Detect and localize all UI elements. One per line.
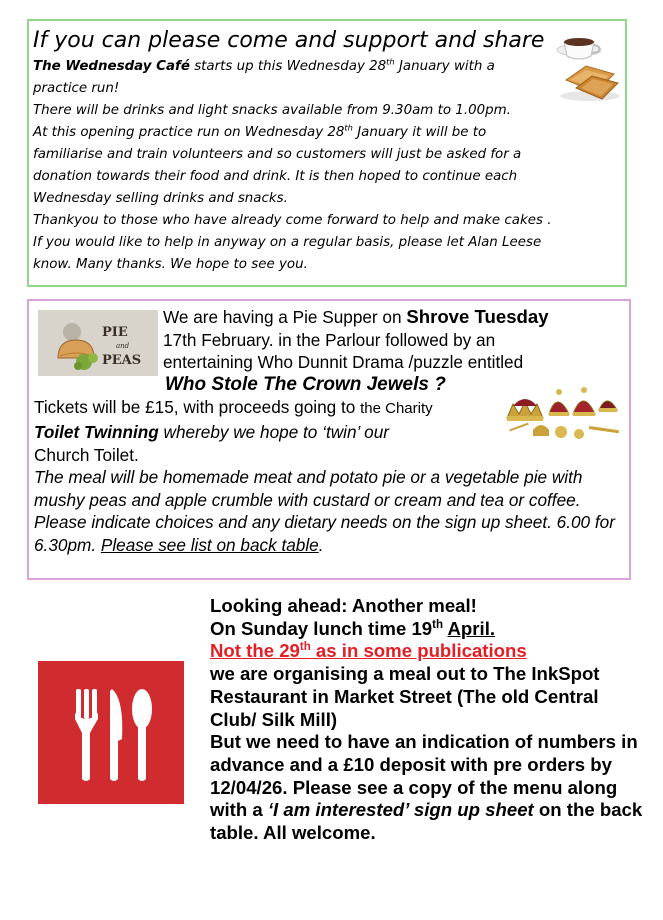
svg-text:and: and — [116, 342, 130, 350]
meal-out-notice — [210, 595, 650, 845]
cafe-thanks: Thankyou to those who have already come forward to help and make cakes . — [33, 213, 552, 228]
ticket-line-3: Church Toilet. — [34, 444, 139, 465]
pie-line-3: entertaining Who Dunnit Drama /puzzle entitled — [163, 352, 524, 373]
meal-venue: we are organising a meal out to The InkSpot Restaurant in Market Street (The old Central Club/ Silk Mill) — [210, 663, 600, 730]
pie-line-1: We are having a Pie Supper on Shrove Tuesday — [163, 306, 549, 327]
shrove-tuesday: Shrove Tuesday — [406, 306, 549, 327]
cafe-practice-run: At this opening practice run on Wednesday 28th January it will be to familiarise and train volunteers and so customers will just be asked for a donation towards their food and drink. It is then hoped to continue each Wednesday selling drinks and snacks. — [33, 122, 522, 206]
ticket-line-2: Toilet Twinning whereby we hope to ‘twin’ our — [34, 421, 390, 442]
pie-supper-notice — [34, 306, 624, 557]
cafe-name: The Wednesday Café — [33, 59, 190, 74]
cafe-notice — [33, 26, 553, 276]
cutlery-icon — [38, 661, 184, 804]
back-table-note: Please see list on back table — [100, 534, 319, 555]
meal-date: On Sunday lunch time 19th April. — [210, 617, 496, 639]
meal-description: The meal will be homemade meat and potato pie or a vegetable pie with mushy peas and apple crumble with custard or cream and tea or coffee. Please indicate choices and any dietary needs on the sign up sheet. 6.00 for 6.30pm. Please see list on back table. — [34, 467, 615, 555]
sign-up-sheet-note: ‘I am interested’ sign up sheet — [267, 799, 534, 821]
meal-line-1: Looking ahead: Another meal! — [210, 595, 477, 616]
meal-deposit: But we need to have an indication of numbers in advance and a £10 deposit with pre orders by 12/04/26. Please see a copy of the menu along with a ‘I am interested’ sign up sheet on the back table. All welcome. — [210, 731, 643, 844]
coffee-toast-icon — [552, 28, 622, 102]
drama-title: Who Stole The Crown Jewels ? — [165, 373, 446, 395]
ticket-line-1: Tickets will be £15, with proceeds going to the Charity — [34, 397, 433, 418]
date-correction: Not the 29th as in some publications — [210, 640, 527, 662]
cafe-heading: If you can please come and support and share — [33, 28, 545, 53]
svg-text:PIE: PIE — [102, 325, 128, 340]
pie-line-2: 17th February. in the Parlour followed by an — [163, 329, 496, 350]
svg-text:PEAS: PEAS — [102, 353, 142, 368]
cafe-intro: The Wednesday Café starts up this Wednesday 28th January with a practice run! — [33, 56, 495, 96]
toilet-twinning: Toilet Twinning — [34, 421, 159, 442]
cafe-help-request: If you would like to help in anyway on a regular basis, please let Alan Leese know. Many thanks. We hope to see you. — [33, 235, 542, 272]
cafe-hours: There will be drinks and light snacks available from 9.30am to 1.00pm. — [33, 103, 511, 118]
